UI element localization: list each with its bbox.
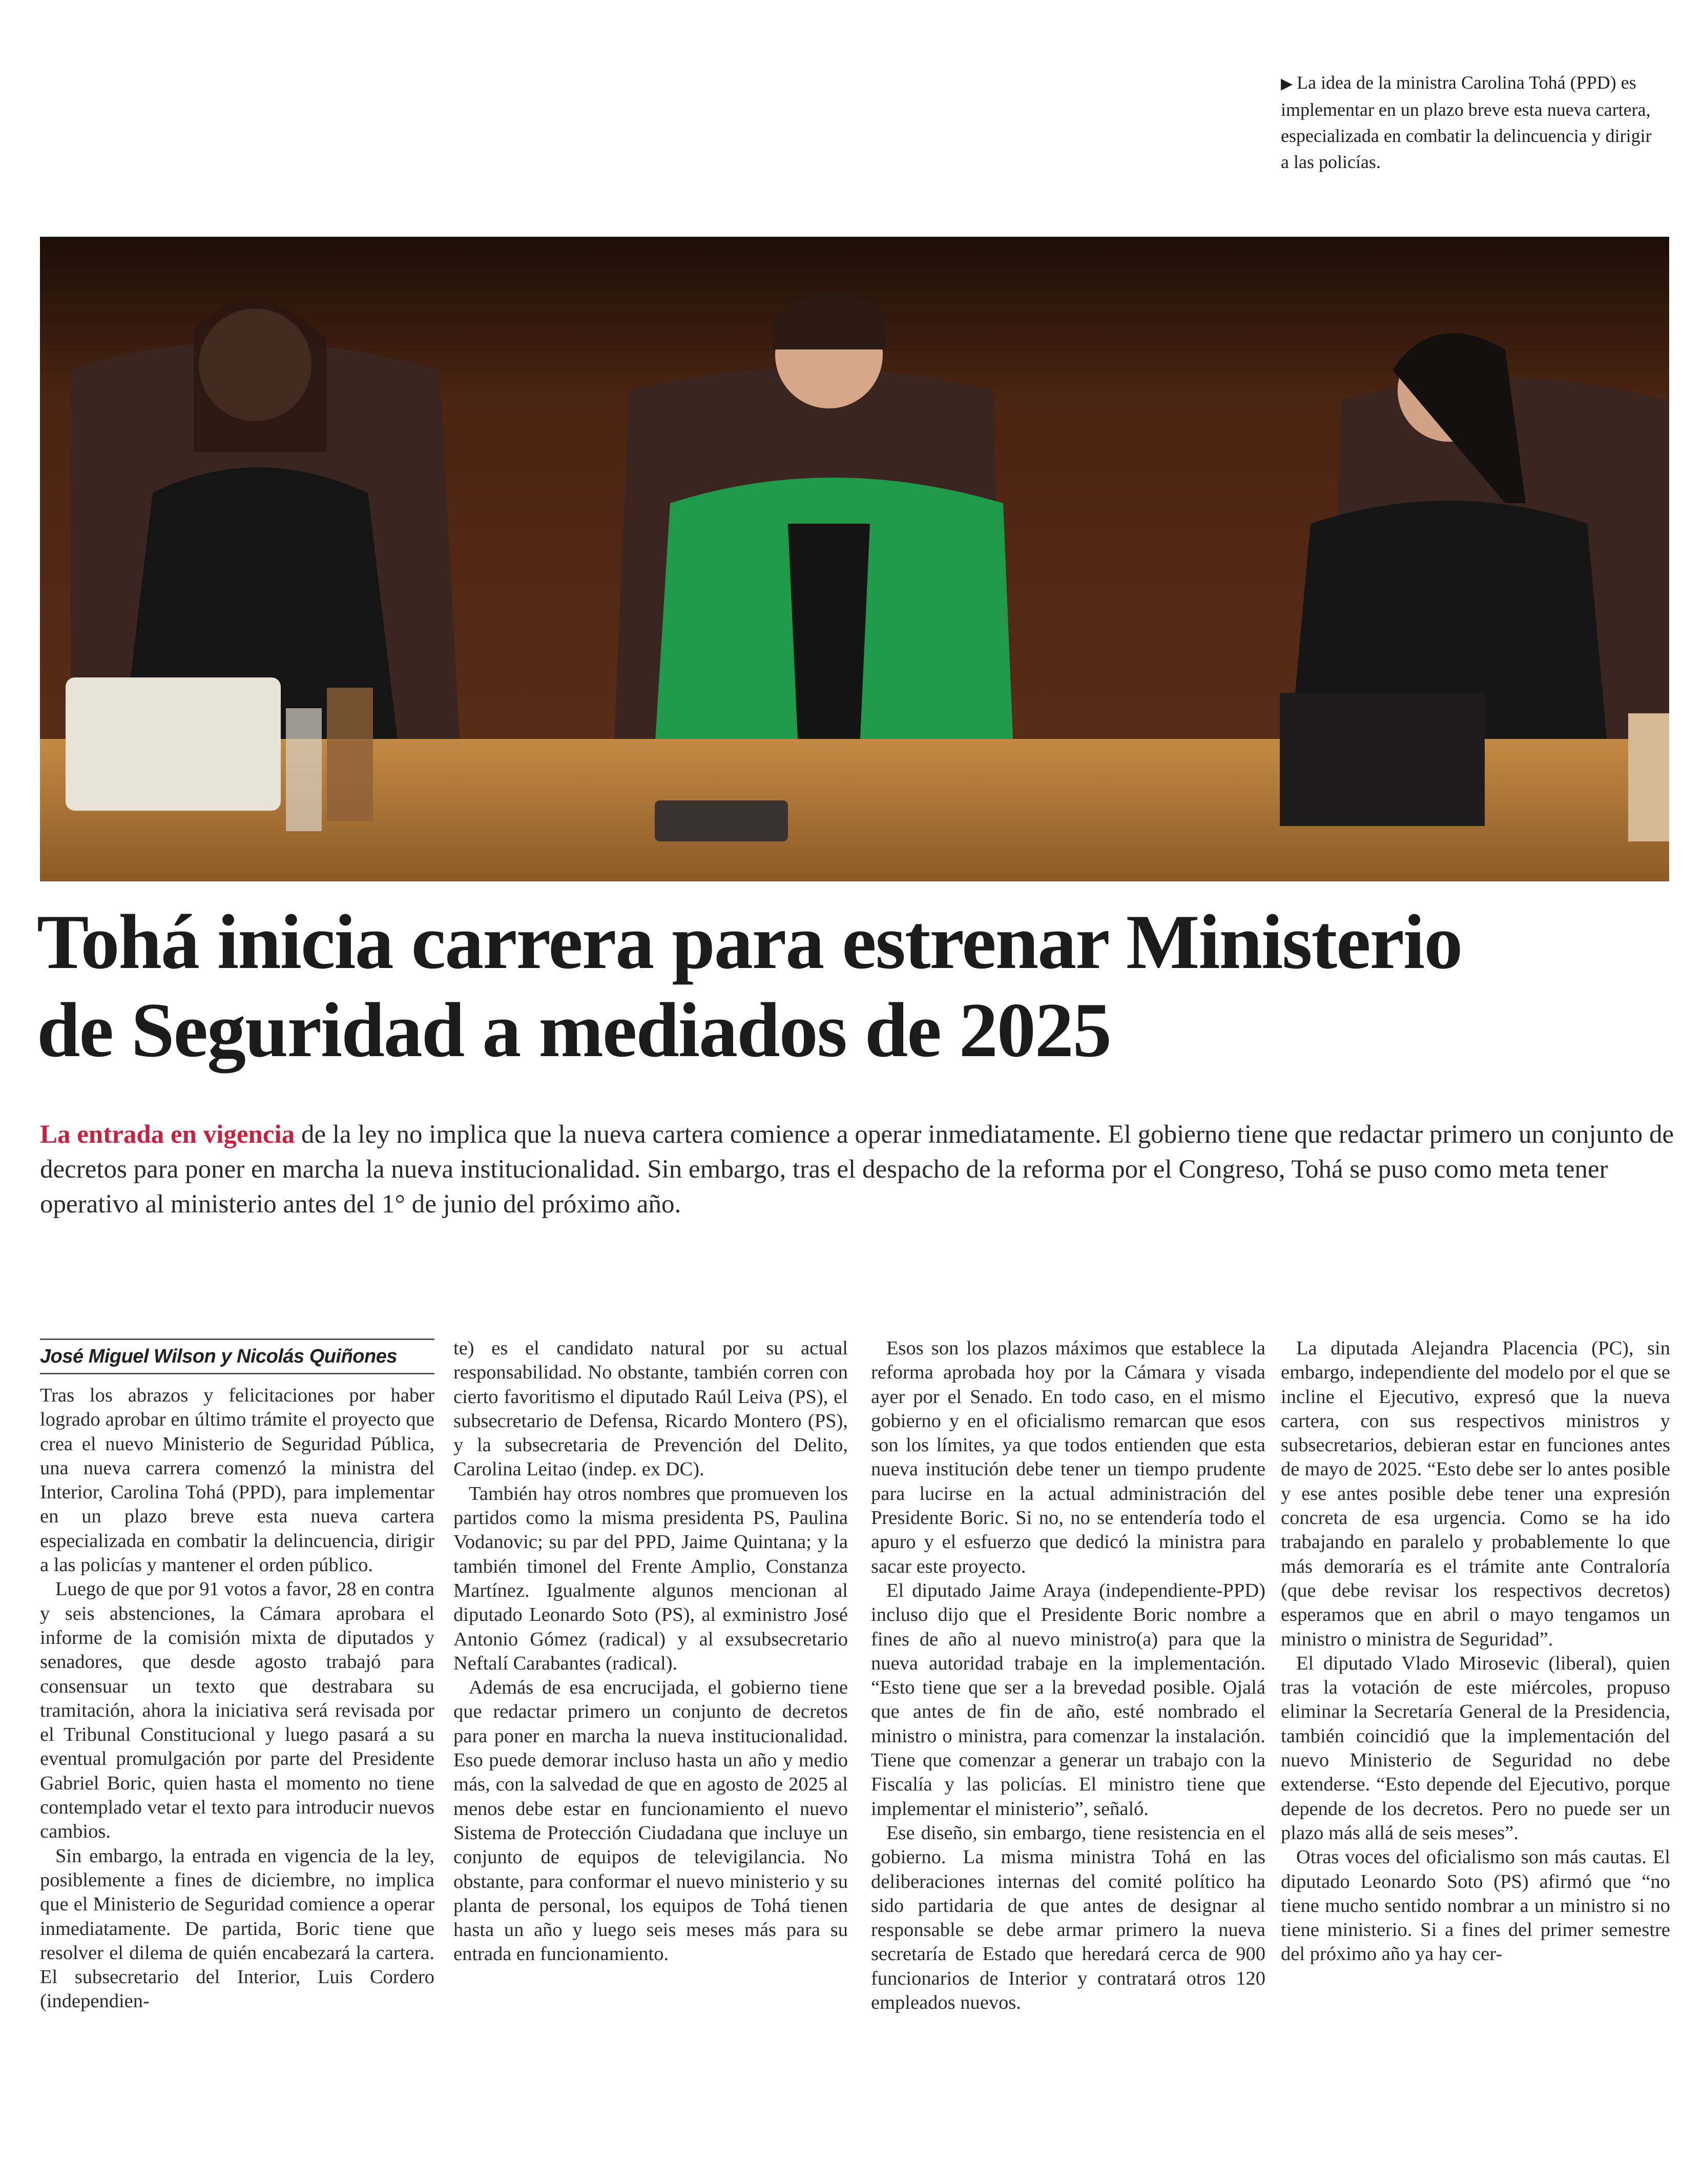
- paragraph: El diputado Vlado Mirosevic (liberal), quien tras la votación de este miércoles, propuso eliminar la Secretaría General de la Presidencia, también coincidió que la implementación del nuevo Ministerio de Seguridad no debe extenderse. “Esto depende del Ejecutivo, porque depende de los decretos. Pero no puede ser un plazo más allá de seis meses”.: [1281, 1652, 1670, 1844]
- photo-caption-text: La idea de la ministra Carolina Tohá (PPD) es implementar en un plazo breve esta nueva cartera, especializada en combatir la delincuencia y dirigir a las policías.: [1281, 72, 1652, 172]
- paragraph: Ese diseño, sin embargo, tiene resistencia en el gobierno. La misma ministra Tohá en las deliberaciones internas del comité político ha sido partidaria de que antes de designar al responsable se debe armar primero la nueva secretaría de Estado que heredará cerca de 900 funcionarios de Interior y contratará otros 120 empleados nuevos.: [871, 1822, 1265, 2014]
- paragraph: Esos son los plazos máximos que establece la reforma aprobada hoy por la Cámara y visada ayer por el Senado. En todo caso, en el mismo gobierno y en el oficialismo remarcan que esos son los límites, ya que todos entienden que esta nueva institución debe tener un tiempo prudente para lucirse en la actual administración del Presidente Boric. Si no, no se entendería todo el apuro y el esfuerzo que dedicó la ministra para sacar este proyecto.: [871, 1337, 1265, 1577]
- body-column-2: [453, 1336, 848, 1967]
- body-column-3: [871, 1336, 1265, 2015]
- paragraph: Además de esa encrucijada, el gobierno tiene que redactar primero un conjunto de decretos para poner en marcha la nueva institucionalidad. Eso puede demorar incluso hasta un año y medio más, con la salvedad de que en agosto de 2025 al menos debe estar en funcionamiento el nuevo Sistema de Protección Ciudadana que incluye un conjunto de equipos de televigilancia. No obstante, para conformar el nuevo ministerio y su planta de personal, los equipos de Tohá tienen hasta un año y luego seis meses más para su entrada en funcionamiento.: [453, 1677, 848, 1965]
- headline-line-2: de Seguridad a mediados de 2025: [37, 987, 1111, 1073]
- deck: [40, 1117, 1679, 1222]
- body-column-4: [1281, 1336, 1670, 1967]
- headline-line-1: Tohá inicia carrera para estrenar Ministerio: [37, 899, 1462, 985]
- paragraph: te) es el candidato natural por su actual responsabilidad. No obstante, también corren con cierto favoritismo el diputado Raúl Leiva (PS), el subsecretario de Defensa, Ricardo Montero (PS), y la subsecretaria de Prevención del Delito, Carolina Leitao (indep. ex DC).: [453, 1337, 848, 1480]
- headline: [37, 898, 1704, 1074]
- byline-rule-bottom: [40, 1373, 434, 1374]
- body-column-1: [40, 1384, 434, 2014]
- deck-text: de la ley no implica que la nueva cartera comience a operar inmediatamente. El gobierno tiene que redactar primero un conjunto de decretos para poner en marcha la nueva institucionalidad. Sin embargo, tras el despacho de la reforma por el Congreso, Tohá se puso como meta tener operativo al ministerio antes del 1° de junio del próximo año.: [40, 1120, 1674, 1219]
- byline: José Miguel Wilson y Nicolás Quiñones: [40, 1346, 397, 1367]
- paragraph: Otras voces del oficialismo son más cautas. El diputado Leonardo Soto (PS) afirmó que “no tiene mucho sentido nombrar a un ministro si no tiene ministerio. Si a fines del primer semestre del próximo año ya hay cer-: [1281, 1846, 1670, 1965]
- paragraph: También hay otros nombres que promueven los partidos como la misma presidenta PS, Paulina Vodanovic; su par del PPD, Jaime Quintana; y la también timonel del Frente Amplio, Constanza Martínez. Igualmente algunos mencionan al diputado Leonardo Soto (PS), al exministro José Antonio Gómez (radical) y al exsubsecretario Neftalí Carabantes (radical).: [453, 1482, 848, 1674]
- byline-block: [40, 1338, 434, 1374]
- paragraph: Sin embargo, la entrada en vigencia de la ley, posiblemente a fines de diciembre, no implica que el Ministerio de Seguridad comience a operar inmediatamente. De partida, Boric tiene que resolver el dilema de quién encabezará la cartera. El subsecretario del Interior, Luis Cordero (independien-: [40, 1845, 434, 2012]
- article-photo: [40, 237, 1669, 881]
- paragraph: Tras los abrazos y felicitaciones por haber logrado aprobar en último trámite el proyecto que crea el nuevo Ministerio de Seguridad Pública, una nueva carrera comenzó la ministra del Interior, Carolina Tohá (PPD), para implementar en un plazo breve esta nueva cartera especializada en combatir la delincuencia, dirigir a las policías y mantener el orden público.: [40, 1385, 434, 1576]
- paragraph: Luego de que por 91 votos a favor, 28 en contra y seis abstenciones, la Cámara aprobara el informe de la comisión mixta de diputados y senadores, que desde agosto trabajó para consensuar un texto que destrabara su tramitación, ahora la iniciativa será revisada por el Tribunal Constitucional y luego pasará a su eventual promulgación por parte del Presidente Gabriel Boric, quien hasta el momento no tiene contemplado vetar el texto para introducir nuevos cambios.: [40, 1578, 434, 1843]
- paragraph: La diputada Alejandra Placencia (PC), sin embargo, independiente del modelo por el que se incline el Ejecutivo, expresó que la nueva cartera, con sus respectivos ministros y subsecretarios, debieran estar en funciones antes de mayo de 2025. “Esto debe ser lo antes posible y ese antes posible debe tener una expresión concreta de esa urgencia. Como se ha ido trabajando en paralelo y probablemente lo que más demoraría es el trámite ante Contraloría (que debe revisar los respectivos decretos) esperamos que en abril o mayo tengamos un ministro o ministra de Seguridad”.: [1281, 1337, 1670, 1650]
- photo-caption: [1281, 70, 1660, 175]
- paragraph: El diputado Jaime Araya (independiente-PPD) incluso dijo que el Presidente Boric nombre a fines de año al nuevo ministro(a) para que la nueva autoridad trabaje en la implementación. “Esto tiene que ser a la brevedad posible. Ojalá que antes de fin de año, esté nombrado el ministro o ministra, para comenzar la instalación. Tiene que comenzar a generar un trabajo con la Fiscalía y las policías. El ministro tiene que implementar el ministerio”, señaló.: [871, 1579, 1265, 1820]
- triangle-marker-icon: ▶: [1281, 75, 1293, 93]
- photo-illustration: [40, 237, 1669, 881]
- deck-lead: La entrada en vigencia: [40, 1120, 295, 1149]
